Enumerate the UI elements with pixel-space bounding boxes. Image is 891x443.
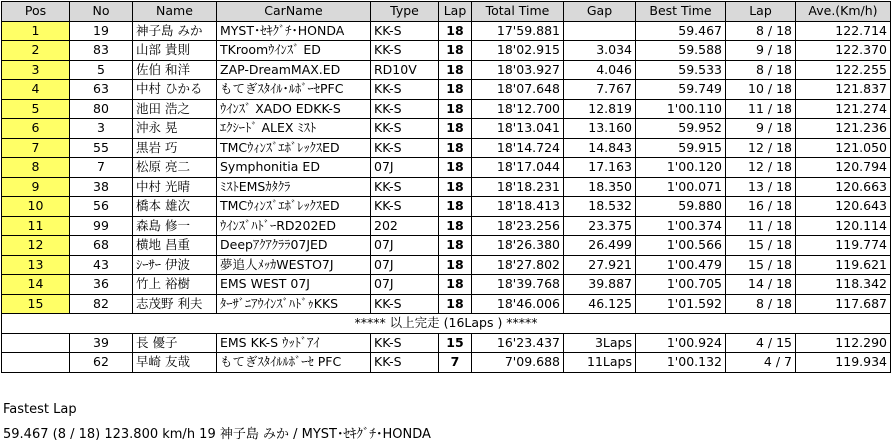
cell-car: ﾀｰｻﾞﾆｱｳｲﾝｽﾞﾊﾄﾞｩKKS: [217, 294, 371, 314]
cell-name: 長 優子: [133, 333, 217, 353]
cell-pos: 12: [2, 236, 70, 256]
cell-type: KK-S: [371, 333, 439, 353]
cell-car: もてぎｽﾀｲﾙ･ﾙﾎﾞｰｾPFC: [217, 80, 371, 100]
completion-row: [2, 314, 891, 334]
results-body: [2, 21, 891, 372]
cell-type: 07J: [371, 158, 439, 178]
cell-pos: 7: [2, 138, 70, 158]
header-type: Type: [371, 2, 439, 22]
cell-no: 36: [70, 275, 133, 295]
table-row: [2, 158, 891, 178]
cell-type: KK-S: [371, 138, 439, 158]
cell-best-time: 59.588: [636, 41, 726, 61]
cell-total-time: 18'23.256: [472, 216, 564, 236]
cell-name: 山部 貴則: [133, 41, 217, 61]
cell-ave: 120.794: [796, 158, 891, 178]
cell-ave: 121.050: [796, 138, 891, 158]
cell-total-time: 18'18.231: [472, 177, 564, 197]
cell-ave: 122.255: [796, 60, 891, 80]
cell-best-lap: 15 / 18: [726, 236, 796, 256]
header-best-time: Best Time: [636, 2, 726, 22]
cell-gap: 3Laps: [564, 333, 636, 353]
cell-total-time: 18'46.006: [472, 294, 564, 314]
cell-best-time: 1'00.566: [636, 236, 726, 256]
cell-best-lap: 4 / 15: [726, 333, 796, 353]
cell-best-lap: 11 / 18: [726, 99, 796, 119]
cell-ave: 120.663: [796, 177, 891, 197]
cell-type: 07J: [371, 236, 439, 256]
cell-pos: 9: [2, 177, 70, 197]
cell-best-time: 1'00.132: [636, 353, 726, 373]
header-pos: Pos: [2, 2, 70, 22]
table-row: [2, 99, 891, 119]
table-row: [2, 255, 891, 275]
cell-type: KK-S: [371, 80, 439, 100]
cell-car: ZAP-DreamMAX.ED: [217, 60, 371, 80]
cell-best-lap: 4 / 7: [726, 353, 796, 373]
cell-car: 夢追人ﾒｯｶWESTO7J: [217, 255, 371, 275]
cell-gap: 18.532: [564, 197, 636, 217]
cell-no: 19: [70, 21, 133, 41]
table-row: [2, 333, 891, 353]
header-row: [2, 2, 891, 22]
cell-no: 3: [70, 119, 133, 139]
cell-lap: 18: [439, 119, 472, 139]
cell-no: 80: [70, 99, 133, 119]
cell-ave: 118.342: [796, 275, 891, 295]
cell-car: TKroomｳｲﾝｽﾞ ED: [217, 41, 371, 61]
cell-best-lap: 16 / 18: [726, 197, 796, 217]
cell-total-time: 18'27.802: [472, 255, 564, 275]
cell-best-lap: 11 / 18: [726, 216, 796, 236]
cell-pos: 15: [2, 294, 70, 314]
cell-lap: 7: [439, 353, 472, 373]
cell-pos: 10: [2, 197, 70, 217]
cell-total-time: 7'09.688: [472, 353, 564, 373]
cell-car: ｳｲﾝｽﾞﾊﾄﾞｰRD202ED: [217, 216, 371, 236]
table-row: [2, 216, 891, 236]
cell-name: 佐伯 和洋: [133, 60, 217, 80]
header-ave: Ave.(Km/h): [796, 2, 891, 22]
header-carname: CarName: [217, 2, 371, 22]
cell-name: 松原 亮二: [133, 158, 217, 178]
completion-line: ***** 以上完走 (16Laps ) *****: [2, 314, 891, 334]
cell-type: KK-S: [371, 177, 439, 197]
cell-pos: 1: [2, 21, 70, 41]
cell-name: 志茂野 利夫: [133, 294, 217, 314]
cell-type: 202: [371, 216, 439, 236]
cell-best-lap: 9 / 18: [726, 119, 796, 139]
cell-type: KK-S: [371, 99, 439, 119]
cell-best-time: 59.915: [636, 138, 726, 158]
table-row: [2, 119, 891, 139]
cell-gap: 26.499: [564, 236, 636, 256]
cell-car: EMS WEST 07J: [217, 275, 371, 295]
cell-name: 森島 修一: [133, 216, 217, 236]
cell-name: 沖永 晃: [133, 119, 217, 139]
cell-name: 中村 ひかる: [133, 80, 217, 100]
cell-ave: 112.290: [796, 333, 891, 353]
cell-gap: 12.819: [564, 99, 636, 119]
cell-no: 82: [70, 294, 133, 314]
cell-name: ｼｰｻｰ 伊波: [133, 255, 217, 275]
table-row: [2, 21, 891, 41]
cell-car: ｴｸｼｰﾄﾞ ALEX ﾐｽﾄ: [217, 119, 371, 139]
cell-gap: 46.125: [564, 294, 636, 314]
cell-type: KK-S: [371, 353, 439, 373]
cell-name: 中村 光晴: [133, 177, 217, 197]
cell-total-time: 18'03.927: [472, 60, 564, 80]
cell-gap: 11Laps: [564, 353, 636, 373]
cell-lap: 18: [439, 294, 472, 314]
cell-gap: 18.350: [564, 177, 636, 197]
header-total-time: Total Time: [472, 2, 564, 22]
cell-type: KK-S: [371, 119, 439, 139]
cell-lap: 18: [439, 216, 472, 236]
cell-best-lap: 15 / 18: [726, 255, 796, 275]
cell-best-time: 1'00.120: [636, 158, 726, 178]
cell-best-lap: 14 / 18: [726, 275, 796, 295]
cell-best-lap: 8 / 18: [726, 21, 796, 41]
cell-name: 竹上 裕樹: [133, 275, 217, 295]
cell-car: ｳｲﾝｽﾞ XADO EDKK-S: [217, 99, 371, 119]
cell-ave: 120.114: [796, 216, 891, 236]
cell-lap: 15: [439, 333, 472, 353]
cell-best-time: 59.533: [636, 60, 726, 80]
results-table: [1, 1, 891, 373]
cell-total-time: 18'13.041: [472, 119, 564, 139]
cell-gap: 13.160: [564, 119, 636, 139]
cell-pos: 2: [2, 41, 70, 61]
cell-no: 56: [70, 197, 133, 217]
cell-name: 横地 昌重: [133, 236, 217, 256]
cell-ave: 121.274: [796, 99, 891, 119]
cell-total-time: 18'12.700: [472, 99, 564, 119]
cell-pos: 8: [2, 158, 70, 178]
cell-lap: 18: [439, 197, 472, 217]
cell-pos: 3: [2, 60, 70, 80]
cell-lap: 18: [439, 99, 472, 119]
fastest-lap-line: 59.467 (8 / 18) 123.800 km/h 19 神子島 みか / MYST･ｾｷｸﾞﾁ･HONDA: [3, 427, 431, 442]
cell-lap: 18: [439, 21, 472, 41]
cell-best-lap: 8 / 18: [726, 60, 796, 80]
cell-best-lap: 12 / 18: [726, 138, 796, 158]
cell-car: TMCｳｨﾝｽﾞｴﾎﾞﾚｯｸｽED: [217, 197, 371, 217]
cell-lap: 18: [439, 158, 472, 178]
table-row: [2, 197, 891, 217]
cell-no: 62: [70, 353, 133, 373]
cell-best-time: 1'00.071: [636, 177, 726, 197]
cell-ave: 122.370: [796, 41, 891, 61]
cell-total-time: 18'02.915: [472, 41, 564, 61]
header-lap: Lap: [439, 2, 472, 22]
cell-total-time: 18'18.413: [472, 197, 564, 217]
cell-ave: 121.236: [796, 119, 891, 139]
cell-gap: 17.163: [564, 158, 636, 178]
header-gap: Gap: [564, 2, 636, 22]
cell-type: RD10V: [371, 60, 439, 80]
cell-name: 池田 浩之: [133, 99, 217, 119]
cell-type: KK-S: [371, 21, 439, 41]
cell-lap: 18: [439, 255, 472, 275]
cell-best-time: 59.952: [636, 119, 726, 139]
cell-lap: 18: [439, 275, 472, 295]
table-row: [2, 236, 891, 256]
cell-ave: 119.934: [796, 353, 891, 373]
cell-no: 5: [70, 60, 133, 80]
cell-total-time: 16'23.437: [472, 333, 564, 353]
cell-pos: 5: [2, 99, 70, 119]
table-row: [2, 177, 891, 197]
cell-best-time: 1'00.705: [636, 275, 726, 295]
cell-gap: [564, 21, 636, 41]
header-no: No: [70, 2, 133, 22]
cell-lap: 18: [439, 80, 472, 100]
cell-name: 神子島 みか: [133, 21, 217, 41]
cell-type: KK-S: [371, 41, 439, 61]
cell-total-time: 18'07.648: [472, 80, 564, 100]
table-row: [2, 275, 891, 295]
cell-ave: 119.621: [796, 255, 891, 275]
cell-gap: 3.034: [564, 41, 636, 61]
header-name: Name: [133, 2, 217, 22]
cell-best-lap: 13 / 18: [726, 177, 796, 197]
table-row: [2, 138, 891, 158]
cell-pos: 13: [2, 255, 70, 275]
cell-gap: 7.767: [564, 80, 636, 100]
table-row: [2, 41, 891, 61]
table-row: [2, 80, 891, 100]
cell-car: ﾐｽﾄEMSｶﾀｸﾗ: [217, 177, 371, 197]
cell-lap: 18: [439, 236, 472, 256]
cell-best-lap: 12 / 18: [726, 158, 796, 178]
cell-best-lap: 9 / 18: [726, 41, 796, 61]
cell-best-lap: 10 / 18: [726, 80, 796, 100]
cell-lap: 18: [439, 177, 472, 197]
cell-total-time: 18'39.768: [472, 275, 564, 295]
cell-gap: 23.375: [564, 216, 636, 236]
cell-pos: 4: [2, 80, 70, 100]
cell-no: 99: [70, 216, 133, 236]
cell-total-time: 18'14.724: [472, 138, 564, 158]
cell-best-time: 1'00.374: [636, 216, 726, 236]
table-row: [2, 353, 891, 373]
cell-car: MYST･ｾｷｸﾞﾁ･HONDA: [217, 21, 371, 41]
cell-type: 07J: [371, 275, 439, 295]
cell-best-time: 59.467: [636, 21, 726, 41]
table-row: [2, 60, 891, 80]
cell-pos: 14: [2, 275, 70, 295]
cell-pos: 11: [2, 216, 70, 236]
cell-best-time: 59.749: [636, 80, 726, 100]
cell-best-time: 59.880: [636, 197, 726, 217]
cell-name: 黒岩 巧: [133, 138, 217, 158]
cell-name: 橋本 雄次: [133, 197, 217, 217]
cell-lap: 18: [439, 138, 472, 158]
cell-gap: 27.921: [564, 255, 636, 275]
cell-best-time: 1'01.592: [636, 294, 726, 314]
cell-best-time: 1'00.110: [636, 99, 726, 119]
header-best-lap: Lap: [726, 2, 796, 22]
cell-name: 早崎 友哉: [133, 353, 217, 373]
cell-type: KK-S: [371, 197, 439, 217]
cell-ave: 119.774: [796, 236, 891, 256]
cell-no: 68: [70, 236, 133, 256]
cell-car: もてぎｽﾀｲﾙﾙﾎﾞｰｾ PFC: [217, 353, 371, 373]
cell-best-lap: 8 / 18: [726, 294, 796, 314]
cell-no: 83: [70, 41, 133, 61]
cell-best-time: 1'00.924: [636, 333, 726, 353]
cell-lap: 18: [439, 41, 472, 61]
cell-type: KK-S: [371, 294, 439, 314]
cell-no: 39: [70, 333, 133, 353]
cell-pos: 6: [2, 119, 70, 139]
cell-no: 55: [70, 138, 133, 158]
cell-gap: 14.843: [564, 138, 636, 158]
cell-car: Deepｱｸｱｸﾗﾗ07JED: [217, 236, 371, 256]
cell-total-time: 17'59.881: [472, 21, 564, 41]
cell-pos: [2, 333, 70, 353]
cell-total-time: 18'17.044: [472, 158, 564, 178]
cell-no: 63: [70, 80, 133, 100]
cell-gap: 4.046: [564, 60, 636, 80]
cell-ave: 122.714: [796, 21, 891, 41]
fastest-lap-title: Fastest Lap: [3, 402, 77, 417]
cell-car: TMCｳｨﾝｽﾞｴﾎﾞﾚｯｸｽED: [217, 138, 371, 158]
cell-pos: [2, 353, 70, 373]
cell-ave: 120.643: [796, 197, 891, 217]
cell-lap: 18: [439, 60, 472, 80]
cell-type: 07J: [371, 255, 439, 275]
cell-no: 7: [70, 158, 133, 178]
cell-no: 38: [70, 177, 133, 197]
cell-car: EMS KK-S ｳｯﾄﾞｱｲ: [217, 333, 371, 353]
cell-gap: 39.887: [564, 275, 636, 295]
cell-total-time: 18'26.380: [472, 236, 564, 256]
table-row: [2, 294, 891, 314]
cell-best-time: 1'00.479: [636, 255, 726, 275]
cell-ave: 121.837: [796, 80, 891, 100]
cell-no: 43: [70, 255, 133, 275]
cell-ave: 117.687: [796, 294, 891, 314]
cell-car: Symphonitia ED: [217, 158, 371, 178]
